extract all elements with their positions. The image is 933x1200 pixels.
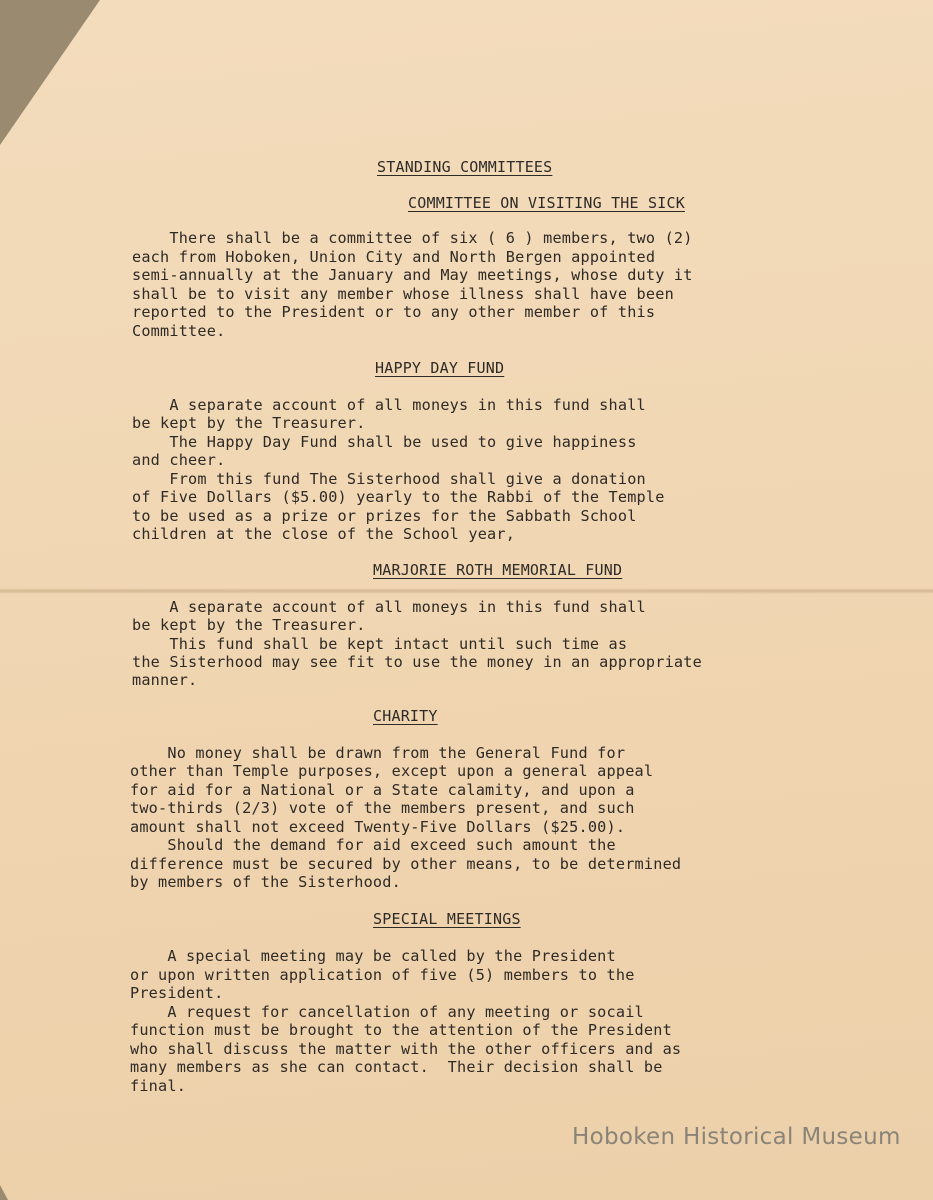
- text-line: for aid for a National or a State calamity, and upon a: [130, 781, 635, 799]
- text-line: A separate account of all moneys in this fund shall: [132, 396, 646, 414]
- text-line: There shall be a committee of six ( 6 ) members, two (2): [132, 229, 693, 247]
- section-heading-marjorie-roth-fund: MARJORIE ROTH MEMORIAL FUND: [373, 561, 623, 579]
- section-heading-special-meetings: SPECIAL MEETINGS: [373, 910, 521, 928]
- text-line: manner.: [132, 671, 198, 689]
- text-line: President.: [130, 984, 224, 1002]
- text-line: many members as she can contact. Their decision shall be: [130, 1058, 663, 1076]
- text-line: be kept by the Treasurer.: [132, 414, 366, 432]
- text-line: be kept by the Treasurer.: [132, 616, 366, 634]
- text-line: From this fund The Sisterhood shall give a donation: [132, 470, 646, 488]
- text-line: final.: [130, 1077, 187, 1095]
- text-line: amount shall not exceed Twenty-Five Dollars ($25.00).: [130, 818, 626, 836]
- text-line: The Happy Day Fund shall be used to give happiness: [132, 433, 637, 451]
- document-title: STANDING COMMITTEES: [377, 158, 553, 176]
- section-heading-happy-day-fund: HAPPY DAY FUND: [375, 359, 505, 377]
- text-line: of Five Dollars ($5.00) yearly to the Rabbi of the Temple: [132, 488, 665, 506]
- museum-watermark: Hoboken Historical Museum: [572, 1124, 901, 1150]
- text-line: each from Hoboken, Union City and North Bergen appointed: [132, 248, 656, 266]
- text-line: and cheer.: [132, 451, 226, 469]
- text-line: the Sisterhood may see fit to use the money in an appropriate: [132, 653, 702, 671]
- text-line: A separate account of all moneys in this fund shall: [132, 598, 646, 616]
- text-line: Committee.: [132, 322, 226, 340]
- text-line: children at the close of the School year,: [132, 525, 516, 543]
- section-heading-visiting-sick: COMMITTEE ON VISITING THE SICK: [408, 194, 685, 212]
- text-line: two-thirds (2/3) vote of the members present, and such: [130, 799, 635, 817]
- text-line: A special meeting may be called by the President: [130, 947, 616, 965]
- text-line: or upon written application of five (5) members to the: [130, 966, 635, 984]
- text-line: function must be brought to the attention of the President: [130, 1021, 672, 1039]
- text-line: who shall discuss the matter with the other officers and as: [130, 1040, 682, 1058]
- text-line: shall be to visit any member whose illness shall have been: [132, 285, 674, 303]
- text-line: semi-annually at the January and May meetings, whose duty it: [132, 266, 693, 284]
- text-line: to be used as a prize or prizes for the Sabbath School: [132, 507, 637, 525]
- text-line: This fund shall be kept intact until such time as: [132, 635, 628, 653]
- text-line: other than Temple purposes, except upon a general appeal: [130, 762, 654, 780]
- text-line: Should the demand for aid exceed such amount the: [130, 836, 616, 854]
- text-line: No money shall be drawn from the General Fund for: [130, 744, 626, 762]
- section-heading-charity: CHARITY: [373, 707, 438, 725]
- text-line: reported to the President or to any other member of this: [132, 303, 656, 321]
- text-line: difference must be secured by other means, to be determined: [130, 855, 682, 873]
- text-line: A request for cancellation of any meeting or socail: [130, 1003, 644, 1021]
- text-line: by members of the Sisterhood.: [130, 873, 401, 891]
